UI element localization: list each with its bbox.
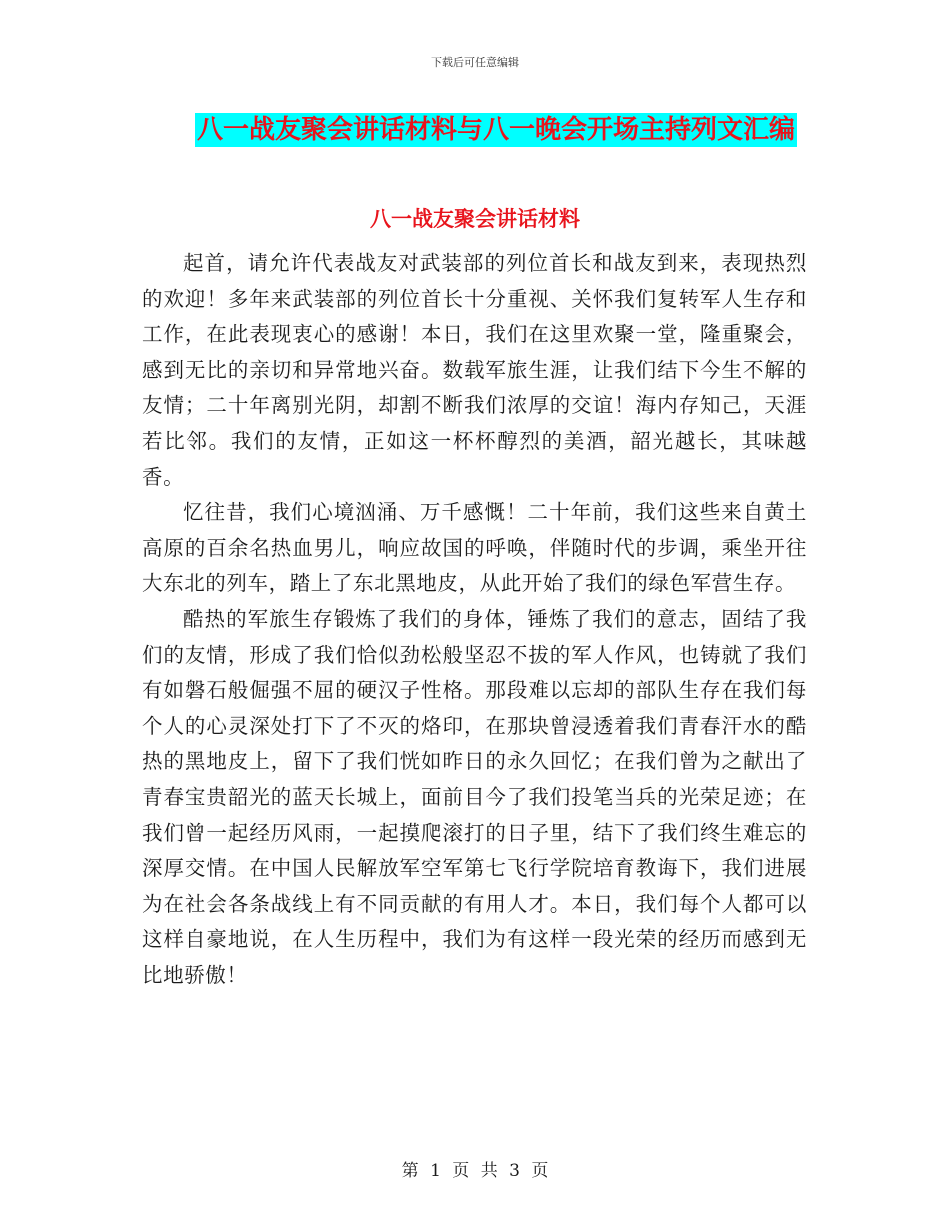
page-footer: 第 1 页 共 3 页 — [401, 1161, 549, 1181]
header-note: 下载后可任意编辑 — [431, 56, 519, 69]
paragraph: 起首，请允许代表战友对武装部的列位首长和战友到来，表现热烈的欢迎！多年来武装部的列位首长十分重视、关怀我们复转军人生存和工作，在此表现衷心的感谢！本日，我们在这里欢聚一堂，隆重聚会，感到无比的亲切和异常地兴奋。数载军旅生涯，让我们结下今生不解的友情；二十年离别光阴，却割不断我们浓厚的交谊！海内存知己，天涯若比邻。我们的友情，正如这一杯杯醇烈的美酒，韶光越长，其味越香。 — [142, 251, 807, 489]
section-title: 八一战友聚会讲话材料 — [370, 207, 580, 231]
paragraph: 酷热的军旅生存锻炼了我们的身体，锤炼了我们的意志，固结了我们的友情，形成了我们恰似劲松般坚忍不拔的军人作风，也铸就了我们有如磐石般倔强不屈的硬汉子性格。那段难以忘却的部队生存在我们每个人的心灵深处打下了不灭的烙印，在那块曾浸透着我们青春汗水的酷热的黑地皮上，留下了我们恍如昨日的永久回忆；在我们曾为之献出了青春宝贵韶光的蓝天长城上，面前目今了我们投笔当兵的光荣足迹；在我们曾一起经历风雨，一起摸爬滚打的日子里，结下了我们终生难忘的深厚交情。在中国人民解放军空军第七飞行学院培育教诲下，我们进展为在社会各条战线上有不同贡献的有用人才。本日，我们每个人都可以这样自豪地说，在人生历程中，我们为有这样一段光荣的经历而感到无比地骄傲！ — [142, 606, 807, 987]
paragraph: 忆往昔，我们心境汹涌、万千感慨！二十年前，我们这些来自黄土高原的百余名热血男儿，响应故国的呼唤，伴随时代的步调，乘坐开往大东北的列车，踏上了东北黑地皮，从此开始了我们的绿色军营生存。 — [142, 500, 807, 596]
document-title: 八一战友聚会讲话材料与八一晚会开场主持列文汇编 — [197, 115, 796, 145]
document-body — [142, 246, 807, 993]
